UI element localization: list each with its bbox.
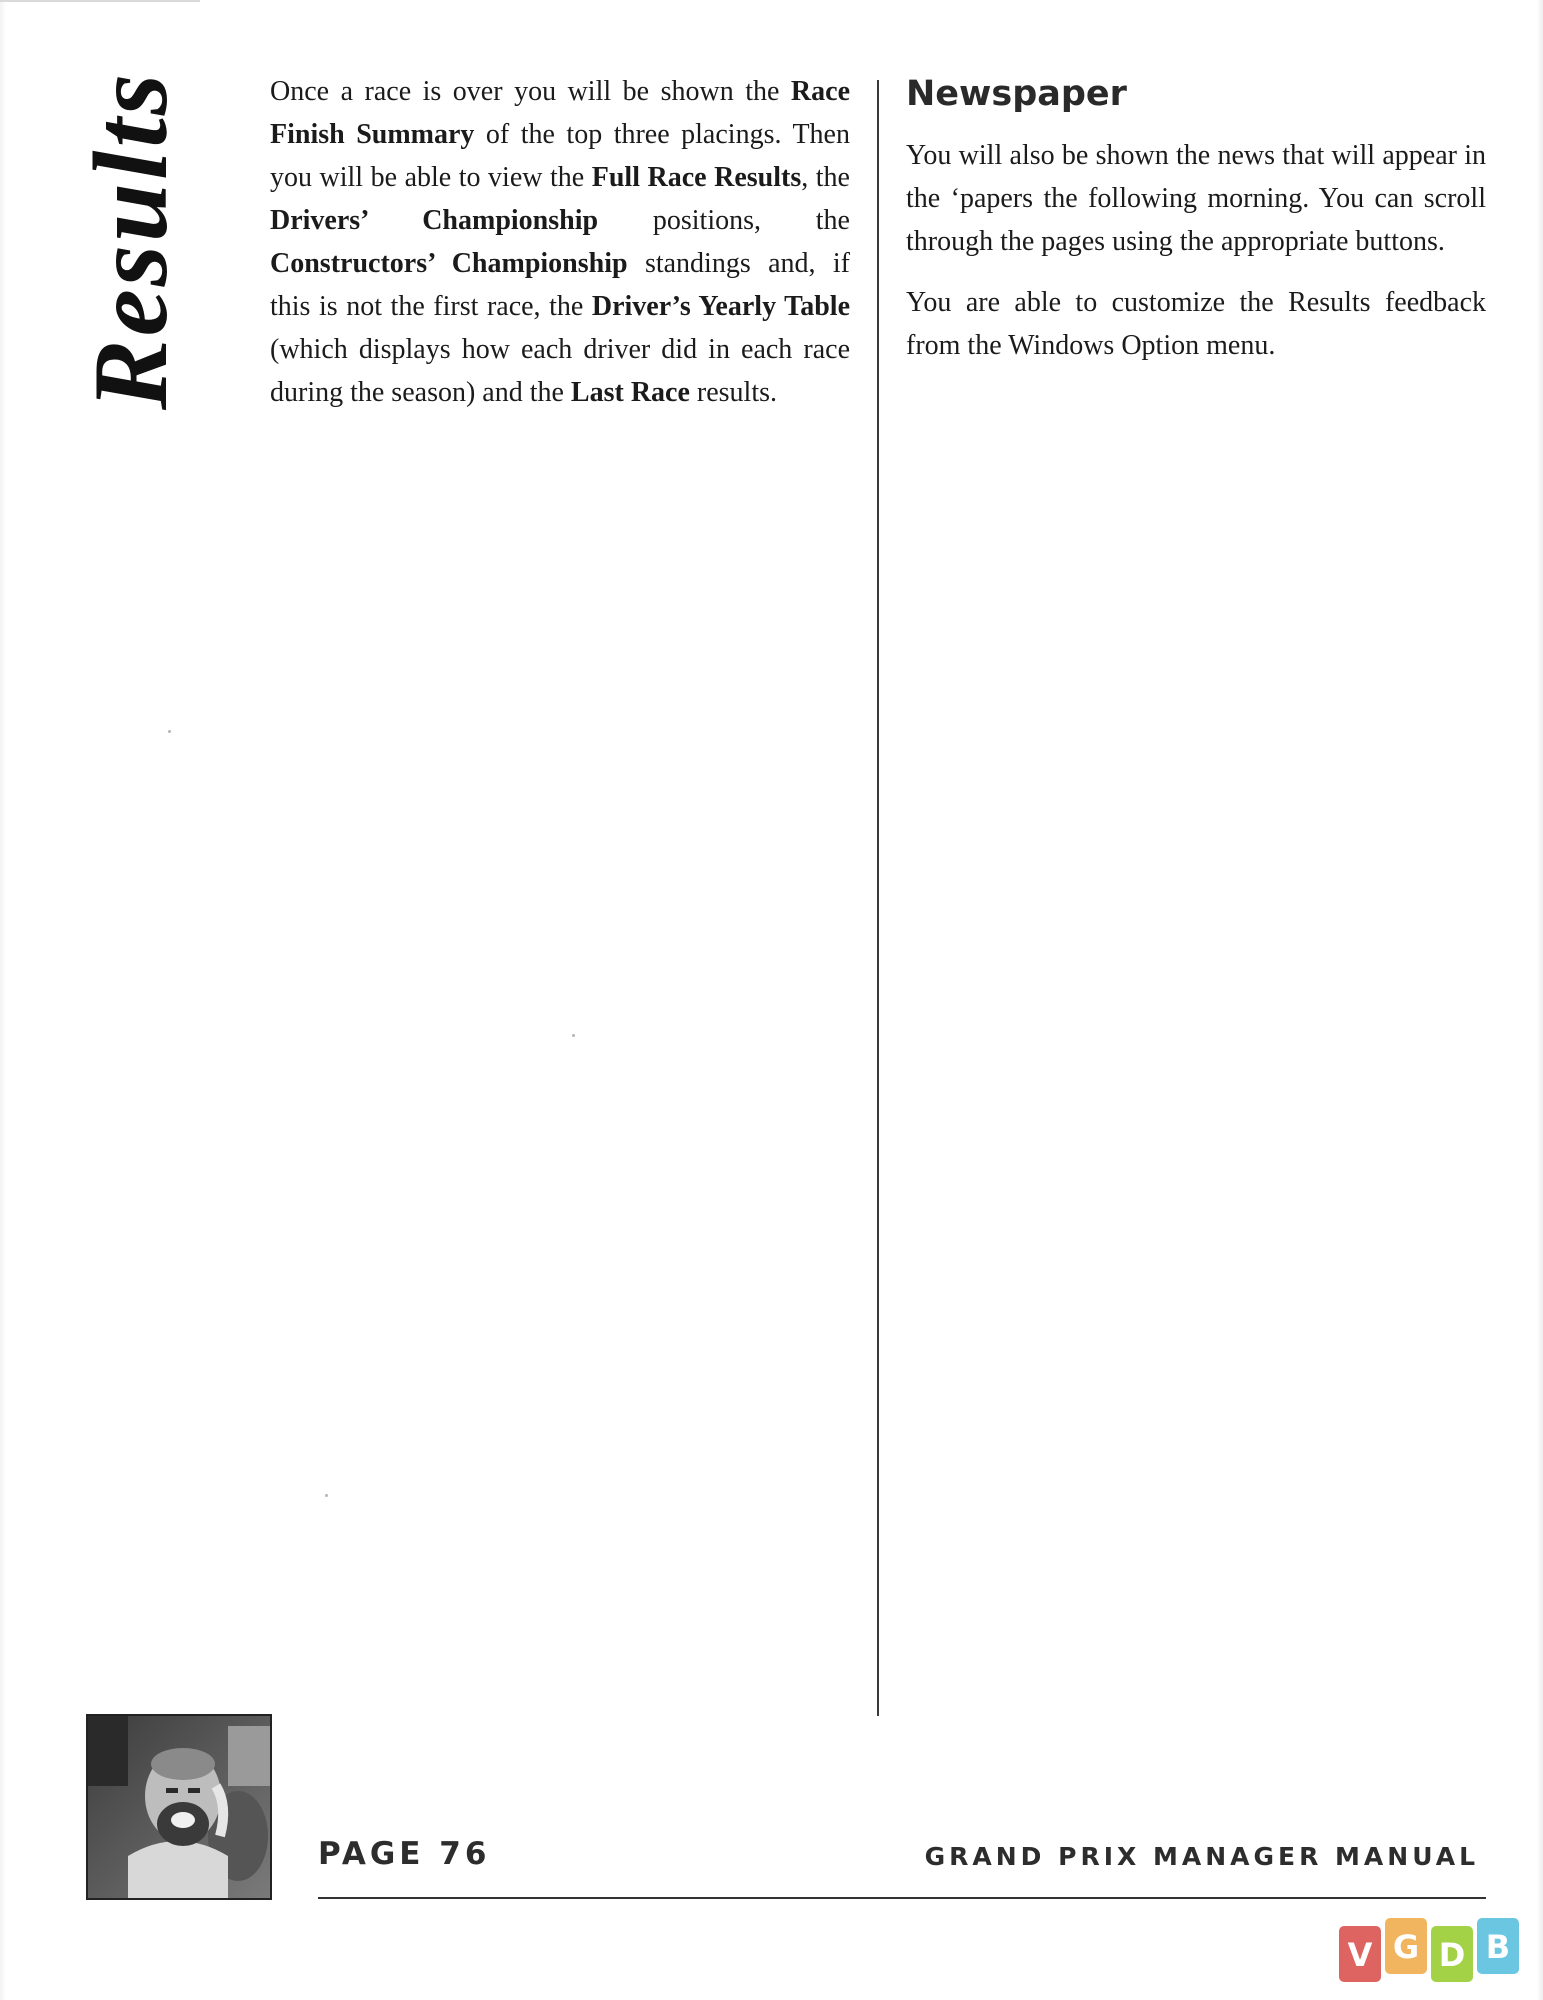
scan-edge bbox=[0, 0, 200, 2]
scan-speck bbox=[325, 1494, 328, 1497]
photo-illustration bbox=[88, 1716, 270, 1898]
vgdb-letter: G bbox=[1392, 1928, 1420, 1966]
bold-term: Driver’s Yearly Table bbox=[591, 291, 850, 322]
scan-speck bbox=[572, 1034, 575, 1037]
paragraph-text: positions, the bbox=[598, 205, 850, 236]
paragraph-text: results. bbox=[689, 377, 778, 408]
vgdb-letter: V bbox=[1347, 1936, 1373, 1974]
scan-speck bbox=[168, 730, 171, 733]
bold-term: Full Race Results bbox=[591, 162, 802, 193]
bold-term: Last Race bbox=[570, 377, 690, 408]
footer-rule bbox=[318, 1897, 1486, 1899]
vgdb-letter: B bbox=[1485, 1928, 1511, 1966]
paragraph-text: standings and, if this is not the first race, the bbox=[270, 248, 851, 322]
left-paragraph bbox=[270, 70, 850, 414]
vgdb-letter: D bbox=[1438, 1936, 1466, 1974]
bold-term: Drivers’ Championship bbox=[270, 205, 599, 236]
right-column bbox=[906, 68, 1486, 385]
newspaper-paragraph-2: You are able to customize the Results feedback from the Windows Option menu. bbox=[906, 287, 1486, 361]
newspaper-paragraph-1: You will also be shown the news that will appear in the ‘papers the following morning. You can scroll through the pages using the appropriate buttons. bbox=[906, 140, 1486, 257]
left-column bbox=[270, 70, 850, 414]
page-number: PAGE 76 bbox=[318, 1836, 491, 1872]
paragraph-text: Once a race is over you will be shown the bbox=[270, 76, 791, 107]
paragraph-text: (which displays how each driver did in each race during the season) and the bbox=[270, 334, 850, 408]
bold-term: Race Finish Summary bbox=[270, 76, 850, 150]
paragraph-text: of the top three placings. Then you will be able to view the bbox=[270, 119, 850, 193]
newspaper-heading: Newspaper bbox=[906, 74, 1127, 114]
column-divider bbox=[877, 80, 879, 1716]
section-title: Results bbox=[72, 70, 189, 410]
manual-title: GRAND PRIX MANAGER MANUAL bbox=[924, 1842, 1479, 1871]
bold-term: Constructors’ Championship bbox=[270, 248, 628, 279]
driver-photo bbox=[86, 1714, 272, 1900]
vgdb-watermark-logo bbox=[1331, 1912, 1531, 1992]
paragraph-text: , the bbox=[801, 162, 850, 193]
